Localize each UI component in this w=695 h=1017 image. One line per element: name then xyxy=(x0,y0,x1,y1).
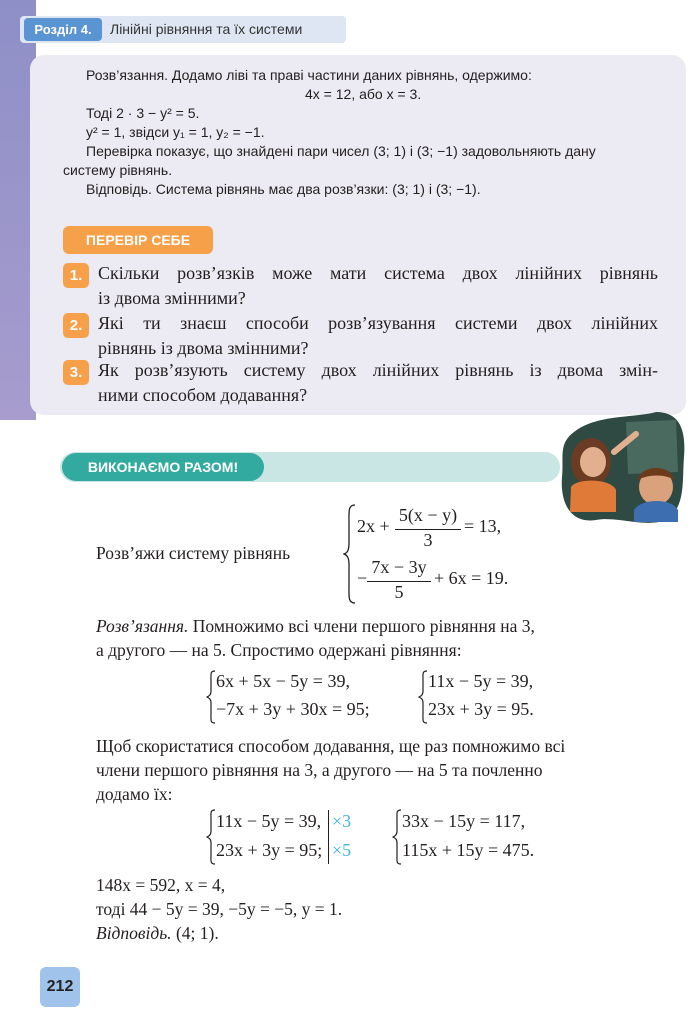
equation-part: + 6x = 19. xyxy=(434,568,509,588)
equation-part: − xyxy=(357,568,368,588)
equation-system xyxy=(418,669,558,725)
equation: 11x − 5y = 39, xyxy=(428,671,534,691)
example-line: y² = 1, звідси y₁ = 1, y₂ = −1. xyxy=(86,124,265,140)
question-line: із двома змінними? xyxy=(98,288,246,308)
equation: 6x + 5x − 5y = 39, xyxy=(216,671,350,691)
brace-icon xyxy=(343,503,357,605)
equation: 33x − 15y = 117, xyxy=(402,811,526,831)
equation: 23x + 3y = 95; xyxy=(216,840,323,860)
example-line: Перевірка показує, що знайдені пари чисел (3; 1) і (3; −1) задовольняють дану xyxy=(86,143,596,159)
equation-system xyxy=(343,503,533,605)
question-line: рівнянь із двома змінними? xyxy=(98,338,309,358)
equation: 11x − 5y = 39, xyxy=(216,811,322,831)
question-line: Які ти знаєш способи розв’язування системи двох лінійних xyxy=(98,313,658,333)
divider xyxy=(328,810,329,864)
example-line: Розв’язання. Додамо ліві та праві частини даних рівнянь, одержимо: xyxy=(86,67,532,83)
page-number: 212 xyxy=(40,967,80,1007)
fraction-denominator: 5 xyxy=(394,582,404,602)
answer-line xyxy=(96,921,219,945)
equation: 23x + 3y = 95. xyxy=(428,699,534,719)
brace-icon xyxy=(392,808,402,866)
task-label: Розв’яжи систему рівнянь xyxy=(96,543,291,563)
equation: −7x + 3y + 30x = 95; xyxy=(216,699,370,719)
question-line: Як розв’язують систему двох лінійних рівнянь із двома змін- xyxy=(98,360,658,380)
solution-line xyxy=(96,614,656,638)
equation-system xyxy=(206,669,386,725)
question-number: 3. xyxy=(63,360,89,385)
result-line: 148x = 592, x = 4, xyxy=(96,875,226,895)
example-solution xyxy=(30,55,686,213)
multiplier: ×5 xyxy=(332,840,352,860)
multiplier: ×3 xyxy=(332,811,352,831)
answer-word: Відповідь. xyxy=(96,923,172,943)
equation-part: 2x + xyxy=(357,516,390,536)
brace-icon xyxy=(206,808,216,866)
result-line: тоді 44 − 5y = 39, −5y = −5, y = 1. xyxy=(96,899,343,919)
example-line: 4x = 12, або x = 3. xyxy=(305,86,422,102)
fraction-numerator: 7x − 3y xyxy=(371,557,427,577)
equation-system xyxy=(206,808,376,866)
question xyxy=(98,358,658,408)
together-badge: ВИКОНАЄМО РАЗОМ! xyxy=(62,453,264,481)
equation-system xyxy=(392,808,562,866)
question xyxy=(98,311,658,361)
check-yourself-badge: ПЕРЕВІР СЕБЕ xyxy=(63,226,213,254)
solution-word: Розв’язання. xyxy=(96,616,189,636)
question-number: 2. xyxy=(63,313,89,338)
chapter-title: Лінійні рівняння та їх системи xyxy=(110,21,303,37)
question-line: Скільки розв’язків може мати система двох лінійних рівнянь xyxy=(98,263,658,283)
paragraph-line: додамо їх: xyxy=(96,784,173,804)
chapter-badge: Розділ 4. xyxy=(24,18,102,41)
classroom-photo xyxy=(556,412,686,524)
brace-icon xyxy=(206,669,216,725)
brace-icon xyxy=(418,669,428,725)
example-line: систему рівнянь. xyxy=(63,162,173,178)
fraction-denominator: 3 xyxy=(423,530,433,550)
example-line: Тоді 2 · 3 − y² = 5. xyxy=(86,105,200,121)
question-number: 1. xyxy=(63,263,89,288)
solution-line: а другого — на 5. Спростимо одержані рівняння: xyxy=(96,640,462,660)
answer-value: (4; 1). xyxy=(175,923,219,943)
solution-text: Помножимо всі члени першого рівняння на 3, xyxy=(192,616,535,636)
equation: 115x + 15y = 475. xyxy=(402,840,535,860)
question-line: ними способом додавання? xyxy=(98,385,308,405)
question xyxy=(98,261,658,311)
fraction-numerator: 5(x − y) xyxy=(398,505,458,525)
example-answer: Відповідь. Система рівнянь має два розв’язки: (3; 1) і (3; −1). xyxy=(86,181,481,197)
equation-part: = 13, xyxy=(464,516,502,536)
paragraph-line: члени першого рівняння на 3, а другого — на 5 та почленно xyxy=(96,760,543,780)
paragraph-line: Щоб скористатися способом додавання, ще раз помножимо всі xyxy=(96,736,566,756)
